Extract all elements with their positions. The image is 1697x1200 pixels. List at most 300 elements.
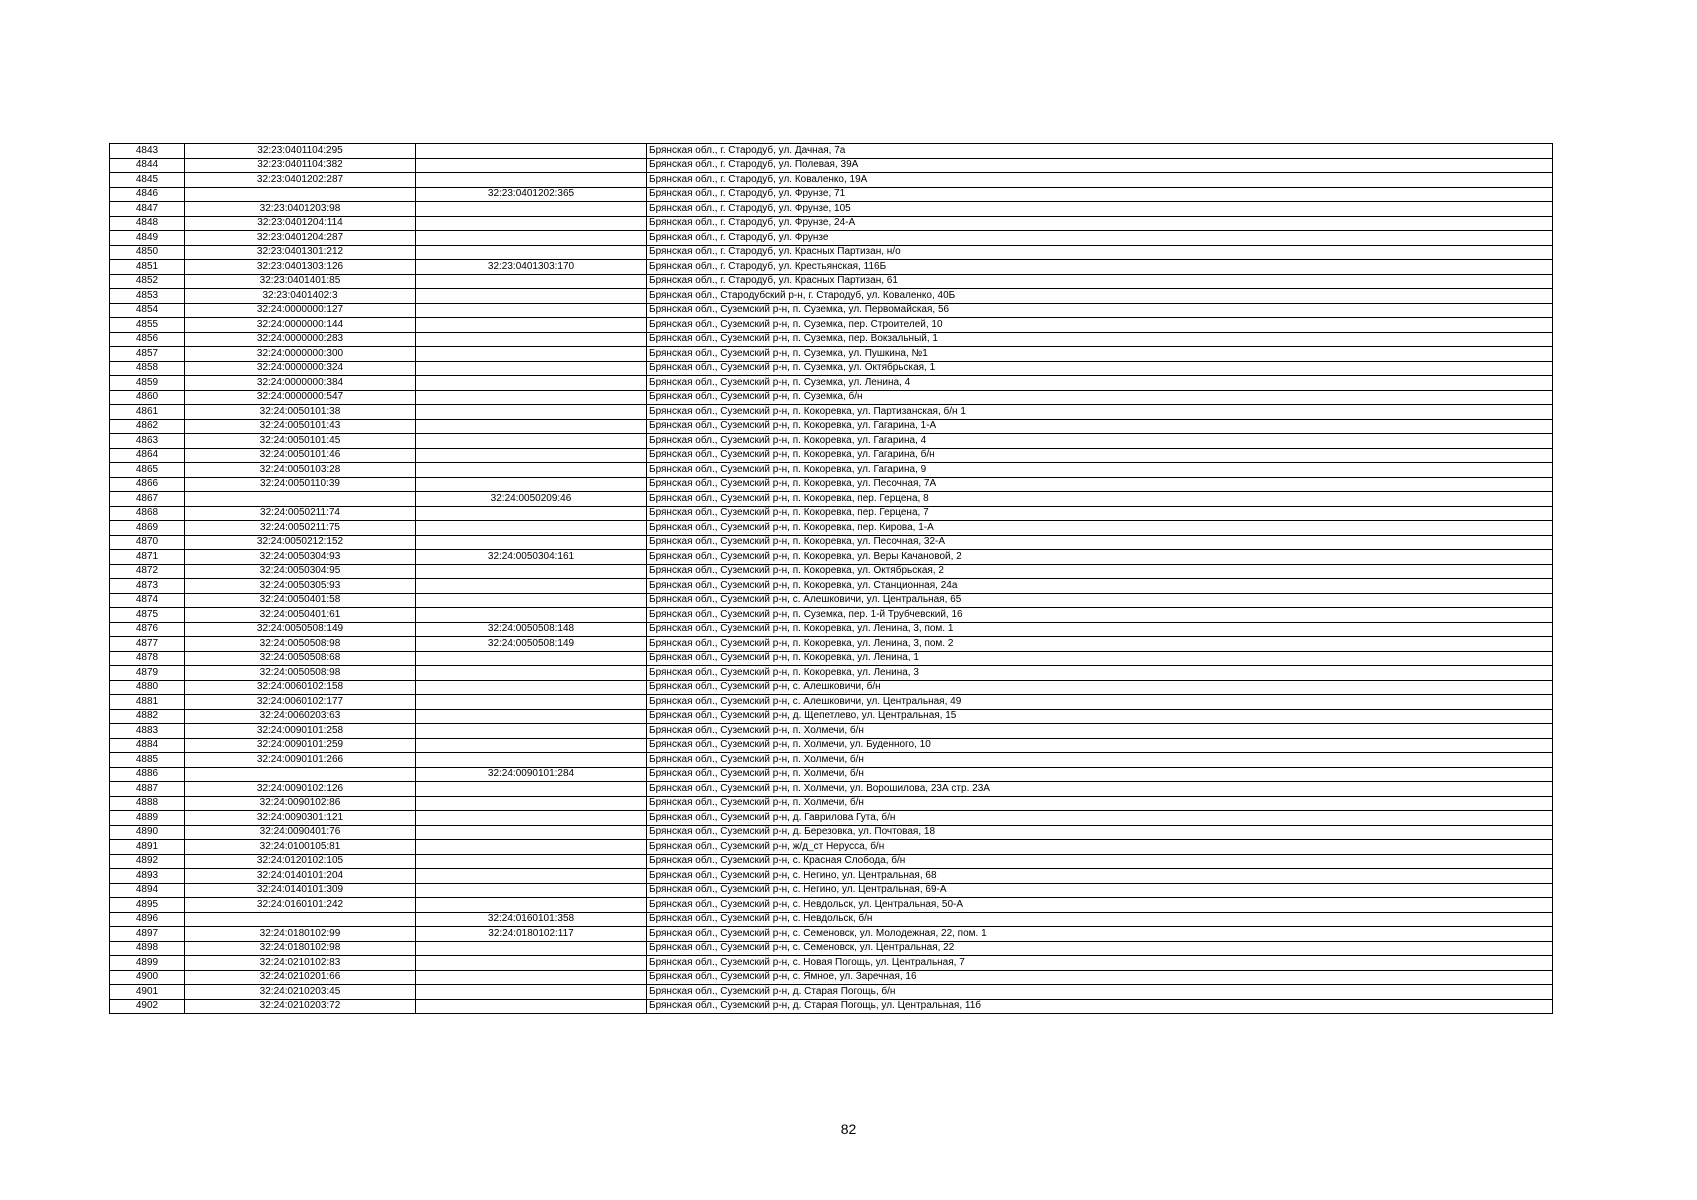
address-cell: Брянская обл., Суземский р-н, п. Суземка, пер. Вокзальный, 1 [647,332,1553,347]
address-cell: Брянская обл., Суземский р-н, с. Ямное, ул. Заречная, 16 [647,970,1553,985]
cadastral-number-cell: 32:24:0120102:105 [185,854,416,869]
table-row [110,912,1553,927]
related-cadastral-number-cell [416,695,647,710]
row-number-cell: 4890 [110,825,185,840]
row-number-cell: 4846 [110,187,185,202]
address-cell: Брянская обл., Суземский р-н, с. Семеновск, ул. Центральная, 22 [647,941,1553,956]
row-number-cell: 4897 [110,927,185,942]
related-cadastral-number-cell: 32:24:0090101:284 [416,767,647,782]
address-cell: Брянская обл., Суземский р-н, п. Холмечи, б/н [647,767,1553,782]
related-cadastral-number-cell [416,593,647,608]
related-cadastral-number-cell [416,506,647,521]
related-cadastral-number-cell [416,985,647,1000]
table-row [110,564,1553,579]
address-cell: Брянская обл., г. Стародуб, ул. Фрунзе, 24-А [647,216,1553,231]
address-cell: Брянская обл., Суземский р-н, п. Суземка, пер. 1-й Трубчевский, 16 [647,608,1553,623]
cadastral-number-cell: 32:24:0050211:75 [185,521,416,536]
row-number-cell: 4858 [110,361,185,376]
address-cell: Брянская обл., Суземский р-н, п. Холмечи, б/н [647,724,1553,739]
related-cadastral-number-cell [416,521,647,536]
address-cell: Брянская обл., Суземский р-н, п. Суземка, ул. Октябрьская, 1 [647,361,1553,376]
row-number-cell: 4877 [110,637,185,652]
table-row [110,883,1553,898]
row-number-cell: 4898 [110,941,185,956]
cadastral-number-cell: 32:23:0401104:382 [185,158,416,173]
row-number-cell: 4881 [110,695,185,710]
related-cadastral-number-cell [416,854,647,869]
address-cell: Брянская обл., Суземский р-н, п. Кокоревка, ул. Станционная, 24а [647,579,1553,594]
row-number-cell: 4895 [110,898,185,913]
address-cell: Брянская обл., г. Стародуб, ул. Красных Партизан, н/о [647,245,1553,260]
row-number-cell: 4847 [110,202,185,217]
related-cadastral-number-cell [416,158,647,173]
row-number-cell: 4843 [110,144,185,159]
row-number-cell: 4884 [110,738,185,753]
table-row [110,535,1553,550]
row-number-cell: 4883 [110,724,185,739]
row-number-cell: 4870 [110,535,185,550]
row-number-cell: 4901 [110,985,185,1000]
related-cadastral-number-cell: 32:24:0160101:358 [416,912,647,927]
cadastral-number-cell: 32:24:0210102:83 [185,956,416,971]
row-number-cell: 4878 [110,651,185,666]
table-row [110,941,1553,956]
cadastral-number-cell: 32:24:0090101:259 [185,738,416,753]
cadastral-number-cell: 32:24:0050101:43 [185,419,416,434]
address-cell: Брянская обл., Суземский р-н, с. Алешковичи, б/н [647,680,1553,695]
related-cadastral-number-cell [416,579,647,594]
related-cadastral-number-cell [416,405,647,420]
address-cell: Брянская обл., Суземский р-н, п. Кокоревка, пер. Герцена, 8 [647,492,1553,507]
address-cell: Брянская обл., Суземский р-н, с. Невдольск, б/н [647,912,1553,927]
address-cell: Брянская обл., Суземский р-н, д. Старая Погощь, ул. Центральная, 11б [647,999,1553,1014]
address-cell: Брянская обл., Суземский р-н, п. Кокоревка, ул. Ленина, 3, пом. 1 [647,622,1553,637]
row-number-cell: 4880 [110,680,185,695]
address-cell: Брянская обл., г. Стародуб, ул. Полевая, 39А [647,158,1553,173]
row-number-cell: 4876 [110,622,185,637]
related-cadastral-number-cell [416,390,647,405]
cadastral-number-cell: 32:24:0000000:144 [185,318,416,333]
address-cell: Брянская обл., Суземский р-н, п. Кокоревка, ул. Ленина, 1 [647,651,1553,666]
table-row [110,216,1553,231]
related-cadastral-number-cell: 32:23:0401303:170 [416,260,647,275]
row-number-cell: 4856 [110,332,185,347]
cadastral-number-cell: 32:24:0090102:86 [185,796,416,811]
table-row [110,245,1553,260]
row-number-cell: 4860 [110,390,185,405]
address-cell: Брянская обл., Суземский р-н, п. Холмечи, ул. Ворошилова, 23А стр. 23А [647,782,1553,797]
related-cadastral-number-cell [416,970,647,985]
row-number-cell: 4864 [110,448,185,463]
table-row [110,361,1553,376]
cadastral-number-cell: 32:24:0050508:68 [185,651,416,666]
row-number-cell: 4854 [110,303,185,318]
table-row [110,811,1553,826]
cadastral-number-cell: 32:24:0050211:74 [185,506,416,521]
row-number-cell: 4892 [110,854,185,869]
address-cell: Брянская обл., Суземский р-н, п. Холмечи, ул. Буденного, 10 [647,738,1553,753]
related-cadastral-number-cell [416,144,647,159]
table-row [110,405,1553,420]
row-number-cell: 4851 [110,260,185,275]
address-cell: Брянская обл., Суземский р-н, д. Гаврилова Гута, б/н [647,811,1553,826]
table-row [110,724,1553,739]
table-row [110,666,1553,681]
address-cell: Брянская обл., г. Стародуб, ул. Коваленко, 19А [647,173,1553,188]
cadastral-number-cell: 32:24:0060102:177 [185,695,416,710]
cadastral-number-cell: 32:23:0401202:287 [185,173,416,188]
related-cadastral-number-cell [416,782,647,797]
cadastral-number-cell: 32:24:0050110:39 [185,477,416,492]
row-number-cell: 4885 [110,753,185,768]
address-cell: Брянская обл., Суземский р-н, с. Негино, ул. Центральная, 68 [647,869,1553,884]
related-cadastral-number-cell: 32:24:0050209:46 [416,492,647,507]
row-number-cell: 4868 [110,506,185,521]
row-number-cell: 4896 [110,912,185,927]
cadastral-number-cell: 32:24:0000000:283 [185,332,416,347]
related-cadastral-number-cell [416,825,647,840]
row-number-cell: 4845 [110,173,185,188]
cadastral-number-cell [185,492,416,507]
cadastral-number-cell: 32:24:0090401:76 [185,825,416,840]
address-cell: Брянская обл., Суземский р-н, п. Кокоревка, ул. Гагарина, 1-А [647,419,1553,434]
related-cadastral-number-cell [416,753,647,768]
address-cell: Брянская обл., Суземский р-н, п. Кокоревка, ул. Песочная, 32-А [647,535,1553,550]
row-number-cell: 4850 [110,245,185,260]
table-row [110,158,1553,173]
table-row [110,260,1553,275]
cadastral-number-cell: 32:24:0160101:242 [185,898,416,913]
cadastral-number-cell: 32:24:0050304:93 [185,550,416,565]
cadastral-number-cell: 32:23:0401402:3 [185,289,416,304]
cadastral-number-cell: 32:24:0090101:266 [185,753,416,768]
address-cell: Брянская обл., Суземский р-н, д. Березовка, ул. Почтовая, 18 [647,825,1553,840]
row-number-cell: 4859 [110,376,185,391]
related-cadastral-number-cell [416,434,647,449]
related-cadastral-number-cell [416,898,647,913]
cadastral-number-cell: 32:23:0401401:85 [185,274,416,289]
cadastral-number-cell: 32:23:0401204:114 [185,216,416,231]
cadastral-number-cell: 32:24:0050304:95 [185,564,416,579]
registry-table [109,143,1553,1014]
table-row [110,898,1553,913]
related-cadastral-number-cell [416,274,647,289]
related-cadastral-number-cell: 32:24:0050508:148 [416,622,647,637]
row-number-cell: 4887 [110,782,185,797]
table-row [110,869,1553,884]
related-cadastral-number-cell [416,419,647,434]
related-cadastral-number-cell [416,941,647,956]
row-number-cell: 4888 [110,796,185,811]
row-number-cell: 4899 [110,956,185,971]
table-row [110,274,1553,289]
related-cadastral-number-cell [416,869,647,884]
cadastral-number-cell: 32:24:0000000:127 [185,303,416,318]
row-number-cell: 4889 [110,811,185,826]
related-cadastral-number-cell: 32:24:0050304:161 [416,550,647,565]
address-cell: Брянская обл., Суземский р-н, п. Холмечи, б/н [647,796,1553,811]
related-cadastral-number-cell: 32:24:0050508:149 [416,637,647,652]
table-row [110,695,1553,710]
address-cell: Брянская обл., Суземский р-н, п. Кокоревка, пер. Кирова, 1-А [647,521,1553,536]
address-cell: Брянская обл., Суземский р-н, п. Кокоревка, ул. Октябрьская, 2 [647,564,1553,579]
table-row [110,521,1553,536]
cadastral-number-cell: 32:23:0401204:287 [185,231,416,246]
table-row [110,825,1553,840]
address-cell: Брянская обл., Суземский р-н, ж/д_ст Нерусса, б/н [647,840,1553,855]
row-number-cell: 4844 [110,158,185,173]
cadastral-number-cell: 32:24:0050101:38 [185,405,416,420]
cadastral-number-cell: 32:24:0140101:204 [185,869,416,884]
cadastral-number-cell: 32:24:0000000:547 [185,390,416,405]
cadastral-number-cell: 32:24:0210201:66 [185,970,416,985]
row-number-cell: 4869 [110,521,185,536]
table-row [110,637,1553,652]
cadastral-number-cell: 32:23:0401301:212 [185,245,416,260]
related-cadastral-number-cell [416,724,647,739]
related-cadastral-number-cell [416,463,647,478]
related-cadastral-number-cell [416,738,647,753]
row-number-cell: 4902 [110,999,185,1014]
address-cell: Брянская обл., г. Стародуб, ул. Крестьянская, 116Б [647,260,1553,275]
table-row [110,738,1553,753]
cadastral-number-cell: 32:24:0050401:58 [185,593,416,608]
address-cell: Брянская обл., Суземский р-н, п. Суземка, ул. Пушкина, №1 [647,347,1553,362]
row-number-cell: 4861 [110,405,185,420]
row-number-cell: 4862 [110,419,185,434]
table-row [110,579,1553,594]
row-number-cell: 4863 [110,434,185,449]
related-cadastral-number-cell [416,245,647,260]
address-cell: Брянская обл., Суземский р-н, с. Красная Слобода, б/н [647,854,1553,869]
cadastral-number-cell: 32:24:0180102:99 [185,927,416,942]
table-row [110,782,1553,797]
address-cell: Брянская обл., Суземский р-н, с. Невдольск, ул. Центральная, 50-А [647,898,1553,913]
address-cell: Брянская обл., Суземский р-н, п. Кокоревка, ул. Веры Качановой, 2 [647,550,1553,565]
related-cadastral-number-cell [416,709,647,724]
cadastral-number-cell: 32:24:0090102:126 [185,782,416,797]
table-row [110,709,1553,724]
cadastral-number-cell: 32:24:0000000:300 [185,347,416,362]
address-cell: Брянская обл., г. Стародуб, ул. Фрунзе, 71 [647,187,1553,202]
table-row [110,434,1553,449]
related-cadastral-number-cell [416,535,647,550]
row-number-cell: 4900 [110,970,185,985]
table-row [110,622,1553,637]
address-cell: Брянская обл., Суземский р-н, с. Алешковичи, ул. Центральная, 65 [647,593,1553,608]
related-cadastral-number-cell: 32:24:0180102:117 [416,927,647,942]
cadastral-number-cell: 32:24:0050212:152 [185,535,416,550]
address-cell: Брянская обл., Суземский р-н, п. Кокоревка, ул. Гагарина, б/н [647,448,1553,463]
address-cell: Брянская обл., Суземский р-н, д. Щепетлево, ул. Центральная, 15 [647,709,1553,724]
related-cadastral-number-cell [416,564,647,579]
address-cell: Брянская обл., Суземский р-н, п. Кокоревка, ул. Песочная, 7А [647,477,1553,492]
table-row [110,202,1553,217]
address-cell: Брянская обл., г. Стародуб, ул. Фрунзе [647,231,1553,246]
address-cell: Брянская обл., Суземский р-н, с. Семеновск, ул. Молодежная, 22, пом. 1 [647,927,1553,942]
cadastral-number-cell: 32:24:0050101:46 [185,448,416,463]
address-cell: Брянская обл., Суземский р-н, с. Алешковичи, ул. Центральная, 49 [647,695,1553,710]
table-row [110,173,1553,188]
table-row [110,332,1553,347]
cadastral-number-cell: 32:24:0050103:28 [185,463,416,478]
cadastral-number-cell [185,767,416,782]
row-number-cell: 4893 [110,869,185,884]
table-row [110,231,1553,246]
cadastral-number-cell: 32:24:0050401:61 [185,608,416,623]
cadastral-number-cell: 32:24:0090301:121 [185,811,416,826]
cadastral-number-cell: 32:24:0210203:72 [185,999,416,1014]
row-number-cell: 4873 [110,579,185,594]
table-row [110,651,1553,666]
table-row [110,303,1553,318]
row-number-cell: 4879 [110,666,185,681]
row-number-cell: 4848 [110,216,185,231]
related-cadastral-number-cell [416,231,647,246]
related-cadastral-number-cell [416,173,647,188]
address-cell: Брянская обл., г. Стародуб, ул. Дачная, 7а [647,144,1553,159]
row-number-cell: 4849 [110,231,185,246]
cadastral-number-cell: 32:23:0401303:126 [185,260,416,275]
address-cell: Брянская обл., Суземский р-н, п. Суземка, пер. Строителей, 10 [647,318,1553,333]
related-cadastral-number-cell [416,318,647,333]
row-number-cell: 4874 [110,593,185,608]
table-row [110,680,1553,695]
row-number-cell: 4866 [110,477,185,492]
cadastral-number-cell: 32:23:0401104:295 [185,144,416,159]
related-cadastral-number-cell [416,883,647,898]
related-cadastral-number-cell [416,202,647,217]
row-number-cell: 4855 [110,318,185,333]
cadastral-number-cell: 32:24:0000000:324 [185,361,416,376]
address-cell: Брянская обл., Суземский р-н, п. Кокоревка, ул. Ленина, 3, пом. 2 [647,637,1553,652]
related-cadastral-number-cell: 32:23:0401202:365 [416,187,647,202]
address-cell: Брянская обл., Суземский р-н, п. Суземка, б/н [647,390,1553,405]
address-cell: Брянская обл., Суземский р-н, п. Кокоревка, ул. Гагарина, 4 [647,434,1553,449]
address-cell: Брянская обл., Суземский р-н, п. Кокоревка, ул. Ленина, 3 [647,666,1553,681]
registry-table-body [110,144,1553,1014]
address-cell: Брянская обл., Суземский р-н, п. Кокоревка, ул. Партизанская, б/н 1 [647,405,1553,420]
cadastral-number-cell: 32:24:0050508:149 [185,622,416,637]
table-row [110,492,1553,507]
cadastral-number-cell: 32:24:0210203:45 [185,985,416,1000]
related-cadastral-number-cell [416,361,647,376]
row-number-cell: 4857 [110,347,185,362]
table-row [110,985,1553,1000]
cadastral-number-cell: 32:24:0050101:45 [185,434,416,449]
table-row [110,767,1553,782]
table-row [110,506,1553,521]
table-row [110,753,1553,768]
row-number-cell: 4886 [110,767,185,782]
table-row [110,999,1553,1014]
table-row [110,289,1553,304]
address-cell: Брянская обл., Суземский р-н, п. Кокоревка, ул. Гагарина, 9 [647,463,1553,478]
table-row [110,187,1553,202]
table-row [110,144,1553,159]
related-cadastral-number-cell [416,448,647,463]
cadastral-number-cell: 32:24:0090101:258 [185,724,416,739]
cadastral-number-cell: 32:24:0100105:81 [185,840,416,855]
table-row [110,550,1553,565]
table-row [110,796,1553,811]
related-cadastral-number-cell [416,796,647,811]
cadastral-number-cell [185,187,416,202]
row-number-cell: 4853 [110,289,185,304]
address-cell: Брянская обл., Стародубский р-н, г. Стародуб, ул. Коваленко, 40Б [647,289,1553,304]
related-cadastral-number-cell [416,289,647,304]
address-cell: Брянская обл., Суземский р-н, п. Холмечи, б/н [647,753,1553,768]
page-number: 82 [840,1121,857,1137]
row-number-cell: 4882 [110,709,185,724]
table-row [110,956,1553,971]
related-cadastral-number-cell [416,608,647,623]
address-cell: Брянская обл., Суземский р-н, д. Старая Погощь, б/н [647,985,1553,1000]
related-cadastral-number-cell [416,680,647,695]
related-cadastral-number-cell [416,376,647,391]
cadastral-number-cell: 32:23:0401203:98 [185,202,416,217]
cadastral-number-cell: 32:24:0180102:98 [185,941,416,956]
address-cell: Брянская обл., Суземский р-н, с. Негино, ул. Центральная, 69-А [647,883,1553,898]
table-row [110,318,1553,333]
table-row [110,593,1553,608]
cadastral-number-cell: 32:24:0050305:93 [185,579,416,594]
address-cell: Брянская обл., г. Стародуб, ул. Фрунзе, 105 [647,202,1553,217]
table-row [110,854,1553,869]
related-cadastral-number-cell [416,651,647,666]
related-cadastral-number-cell [416,999,647,1014]
related-cadastral-number-cell [416,332,647,347]
table-row [110,376,1553,391]
related-cadastral-number-cell [416,347,647,362]
row-number-cell: 4867 [110,492,185,507]
table-row [110,608,1553,623]
table-row [110,347,1553,362]
address-cell: Брянская обл., Суземский р-н, п. Суземка, ул. Ленина, 4 [647,376,1553,391]
table-row [110,419,1553,434]
cadastral-number-cell: 32:24:0140101:309 [185,883,416,898]
row-number-cell: 4894 [110,883,185,898]
row-number-cell: 4871 [110,550,185,565]
row-number-cell: 4872 [110,564,185,579]
table-row [110,927,1553,942]
related-cadastral-number-cell [416,477,647,492]
related-cadastral-number-cell [416,666,647,681]
row-number-cell: 4875 [110,608,185,623]
related-cadastral-number-cell [416,956,647,971]
cadastral-number-cell: 32:24:0060102:158 [185,680,416,695]
cadastral-number-cell: 32:24:0000000:384 [185,376,416,391]
cadastral-number-cell: 32:24:0060203:63 [185,709,416,724]
table-row [110,448,1553,463]
address-cell: Брянская обл., г. Стародуб, ул. Красных Партизан, 61 [647,274,1553,289]
related-cadastral-number-cell [416,811,647,826]
row-number-cell: 4865 [110,463,185,478]
related-cadastral-number-cell [416,840,647,855]
table-row [110,970,1553,985]
table-row [110,840,1553,855]
table-row [110,463,1553,478]
related-cadastral-number-cell [416,216,647,231]
address-cell: Брянская обл., Суземский р-н, с. Новая Погощь, ул. Центральная, 7 [647,956,1553,971]
address-cell: Брянская обл., Суземский р-н, п. Суземка, ул. Первомайская, 56 [647,303,1553,318]
row-number-cell: 4891 [110,840,185,855]
cadastral-number-cell: 32:24:0050508:98 [185,637,416,652]
table-row [110,477,1553,492]
cadastral-number-cell [185,912,416,927]
row-number-cell: 4852 [110,274,185,289]
cadastral-number-cell: 32:24:0050508:98 [185,666,416,681]
